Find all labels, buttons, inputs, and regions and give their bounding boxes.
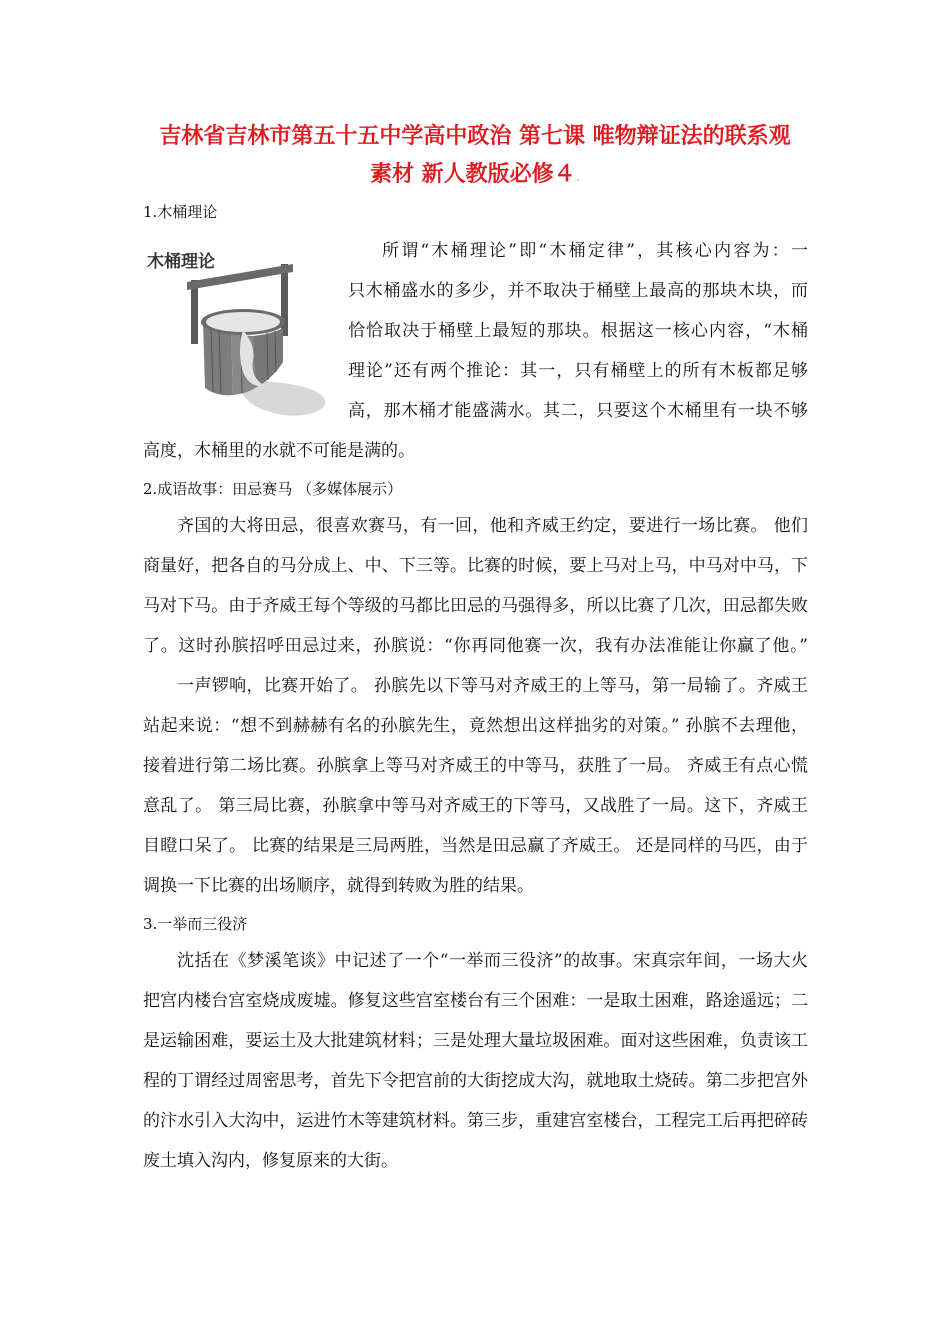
section-1-line: 高度，木桶里的水就不可能是满的。 xyxy=(143,441,415,461)
document-title-line-2-text: 素材 新人教版必修４ xyxy=(369,162,576,187)
section-2-line: 接着进行第二场比赛。孙膑拿上等马对齐威王的中等马，获胜了一局。 齐威王有点心慌 xyxy=(143,756,808,776)
section-3-line: 程的丁谓经过周密思考，首先下令把宫前的大街挖成大沟，就地取土烧砖。第二步把宫外 xyxy=(143,1071,808,1091)
section-2-line: 意乱了。 第三局比赛，孙膑拿中等马对齐威王的下等马，又战胜了一局。这下，齐威王 xyxy=(143,796,808,816)
section-1-line: 恰恰取决于桶壁上最短的那块。根据这一核心内容，“木桶 xyxy=(348,321,808,341)
section-1-line: 理论”还有两个推论：其一，只有桶壁上的所有木板都足够 xyxy=(348,361,808,381)
section-2-line: 调换一下比赛的出场顺序，就得到转败为胜的结果。 xyxy=(143,876,534,896)
section-2-heading: 2.成语故事：田忌赛马 （多媒体展示） xyxy=(143,480,403,498)
title-dot: . xyxy=(575,169,581,185)
section-1-line: 所谓“木桶理论”即“木桶定律”，其核心内容为：一 xyxy=(382,241,808,261)
section-2-line: 马对下马。由于齐威王每个等级的马都比田忌的马强得多，所以比赛了几次，田忌都失败 xyxy=(143,596,808,616)
section-2-line: 齐国的大将田忌，很喜欢赛马，有一回，他和齐威王约定，要进行一场比赛。 他们 xyxy=(177,516,808,536)
section-3-line: 的汴水引入大沟中，运进竹木等建筑材料。第三步，重建宫室楼台，工程完工后再把碎砖 xyxy=(143,1111,808,1131)
document-title-line-1: 吉林省吉林市第五十五中学高中政治 第七课 唯物辩证法的联系观 xyxy=(159,124,791,149)
section-1-heading: 1.木桶理论 xyxy=(143,203,218,221)
barrel-figure xyxy=(143,242,343,422)
section-3-heading: 3.一举而三役济 xyxy=(143,915,248,933)
section-1-line: 只木桶盛水的多少，并不取决于桶壁上最高的那块木块，而 xyxy=(348,281,808,301)
section-2-line: 了。这时孙膑招呼田忌过来，孙膑说：“你再同他赛一次，我有办法准能让你赢了他。” xyxy=(143,636,808,656)
section-1-line: 高，那木桶才能盛满水。其二，只要这个木桶里有一块不够 xyxy=(348,401,808,421)
section-2-line: 目瞪口呆了。 比赛的结果是三局两胜，当然是田忌赢了齐威王。 还是同样的马匹，由于 xyxy=(143,836,808,856)
figure-title: 木桶理论 xyxy=(147,252,215,272)
section-2-line: 站起来说：“想不到赫赫有名的孙膑先生，竟然想出这样拙劣的对策。” 孙膑不去理他， xyxy=(143,716,808,736)
section-3-line: 沈括在《梦溪笔谈》中记述了一个“一举而三役济”的故事。宋真宗年间，一场大火 xyxy=(177,951,808,971)
section-3-line: 把宫内楼台宫室烧成废墟。修复这些宫室楼台有三个困难：一是取土困难，路途遥远；二 xyxy=(143,991,808,1011)
section-3-line: 废土填入沟内，修复原来的大街。 xyxy=(143,1151,398,1171)
document-title-line-2 xyxy=(120,157,830,195)
section-2-line: 商量好，把各自的马分成上、中、下三等。比赛的时候，要上马对上马，中马对中马，下 xyxy=(143,556,808,576)
section-2-line: 一声锣响，比赛开始了。 孙膑先以下等马对齐威王的上等马，第一局输了。齐威王 xyxy=(177,676,808,696)
section-3-line: 是运输困难，要运土及大批建筑材料；三是处理大量垃圾困难。面对这些困难，负责该工 xyxy=(143,1031,808,1051)
